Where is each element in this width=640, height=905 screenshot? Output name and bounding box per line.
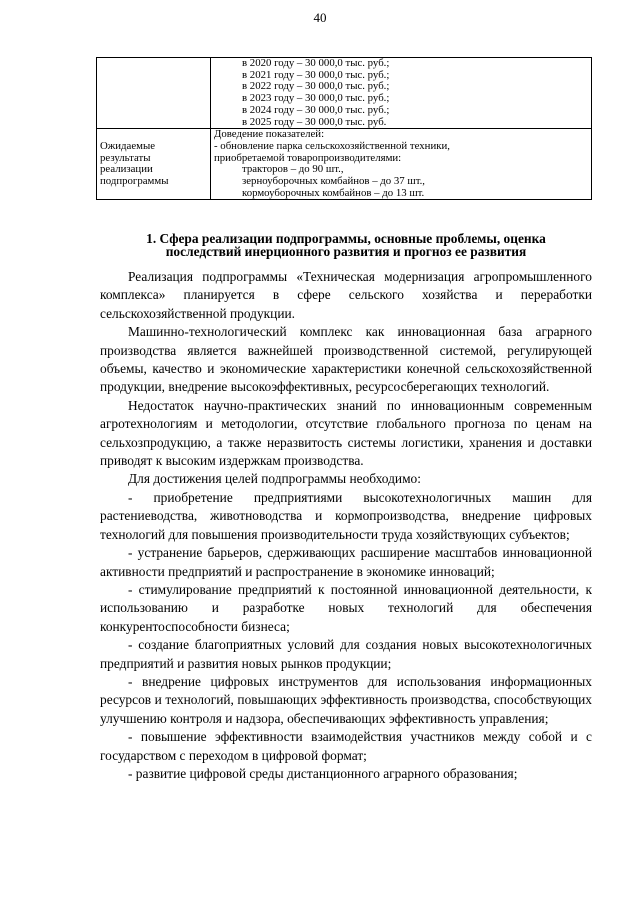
page-number: 40 bbox=[313, 10, 327, 25]
section-heading-line: 1. Сфера реализации подпрограммы, основные проблемы, оценка bbox=[146, 231, 546, 246]
funding-line: в 2022 году – 30 000,0 тыс. руб.; bbox=[242, 80, 390, 93]
subprogram-passport-table bbox=[96, 57, 592, 200]
paragraph: Машинно-технологический комплекс как инновационная база аграрного производства является важнейшей производственной системой, регулирующей объемы, качество и экономические характеристики конечной сельскохозяйственной продукции, внедрение высокоэффективных, ресурсосберегающих технологий. bbox=[100, 324, 592, 395]
indicator-line: приобретаемой товаропроизводителями: bbox=[214, 151, 402, 164]
section-heading bbox=[100, 232, 592, 258]
funding-line: в 2025 году – 30 000,0 тыс. руб. bbox=[242, 115, 387, 128]
label-line: Ожидаемые bbox=[100, 139, 155, 152]
list-item: - внедрение цифровых инструментов для использования информационных ресурсов и технологий, повышающих эффективность производства, способствующих улучшению контроля и надзора, обеспечивающих эффективность управления; bbox=[100, 673, 592, 726]
label-line: результаты bbox=[100, 151, 151, 164]
paragraph: Для достижения целей подпрограммы необходимо: bbox=[128, 471, 421, 487]
indicator-line: Доведение показателей: bbox=[214, 128, 325, 141]
funding-line: в 2020 году – 30 000,0 тыс. руб.; bbox=[242, 57, 390, 69]
funding-label-cell bbox=[97, 58, 211, 129]
funding-row bbox=[97, 58, 592, 129]
list-item: - развитие цифровой среды дистанционного аграрного образования; bbox=[128, 765, 518, 781]
list-item: - приобретение предприятиями высокотехнологичных машин для растениеводства, животноводства и кормопроизводства, внедрение цифровых технологий для повышения производительности труда хозяйствующих субъектов; bbox=[100, 489, 592, 542]
indicator-line: тракторов – до 90 шт., bbox=[242, 163, 344, 176]
body-text bbox=[100, 268, 592, 783]
label-line: реализации bbox=[100, 163, 153, 176]
label-line: подпрограммы bbox=[100, 175, 169, 188]
expected-results-row bbox=[97, 129, 592, 200]
expected-results-label bbox=[97, 129, 211, 200]
section-heading-line: последствий инерционного развития и прогноз ее развития bbox=[165, 244, 527, 259]
paragraph: Реализация подпрограммы «Техническая модернизация агропромышленного комплекса» планируется в сфере сельского хозяйства и переработки сельскохозяйственной продукции. bbox=[100, 269, 592, 321]
paragraph: Недостаток научно-практических знаний по инновационным современным агротехнологиям и методологии, отсутствие глобального прогноза по ценам на сельхозпродукцию, а также неразвитость системы логистики, хранения и доставки приводят к высоким издержкам производства. bbox=[100, 397, 592, 469]
funding-line: в 2023 году – 30 000,0 тыс. руб.; bbox=[242, 92, 390, 105]
expected-results-value bbox=[211, 129, 592, 200]
list-item: - устранение барьеров, сдерживающих расширение масштабов инновационной активности предприятий и распространение в экономике инноваций; bbox=[100, 545, 592, 579]
indicator-line: - обновление парка сельскохозяйственной техники, bbox=[214, 139, 450, 152]
funding-line: в 2021 году – 30 000,0 тыс. руб.; bbox=[242, 68, 390, 81]
list-item: - стимулирование предприятий к постоянной инновационной деятельности, к использованию и разработке новых технологий для обеспечения конкурентоспособности бизнеса; bbox=[100, 581, 592, 634]
list-item: - повышение эффективности взаимодействия участников между собой и с государством с переходом в цифровой формат; bbox=[100, 729, 592, 763]
indicator-line: кормоуборочных комбайнов – до 13 шт. bbox=[242, 186, 425, 199]
list-item: - создание благоприятных условий для создания новых высокотехнологичных предприятий и развития новых рынков продукции; bbox=[100, 637, 592, 671]
funding-line: в 2024 году – 30 000,0 тыс. руб.; bbox=[242, 103, 390, 116]
funding-value-cell bbox=[211, 58, 592, 129]
indicator-line: зерноуборочных комбайнов – до 37 шт., bbox=[242, 175, 426, 188]
